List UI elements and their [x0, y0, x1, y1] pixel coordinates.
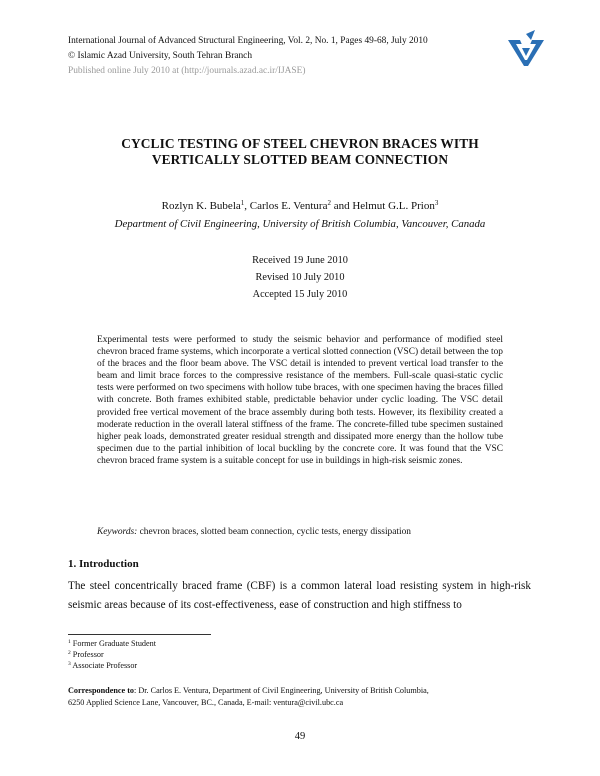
footnote-mark: 1 [240, 199, 245, 207]
footnote-number: 1 [68, 639, 71, 645]
footnote-divider [68, 634, 211, 635]
keywords-list: chevron braces, slotted beam connection, cyclic tests, energy dissipation [137, 527, 411, 537]
section-heading: 1. Introduction [68, 558, 139, 570]
keywords-label: Keywords: [97, 527, 138, 537]
footnote-mark: 3 [434, 199, 439, 207]
footnote-mark: 2 [327, 199, 331, 207]
footnote [68, 649, 156, 660]
footnotes [68, 638, 156, 671]
accepted-date: Accepted 15 July 2010 [252, 289, 348, 300]
keywords [97, 527, 503, 537]
author-conjunction: and [330, 200, 353, 212]
received-date: Received 19 June 2010 [252, 255, 348, 266]
introduction-text: The steel concentrically braced frame (CBF) is a common lateral load resisting system in high-risk seismic areas because of its cost-effectiveness, ease of construction and high stiffness to [68, 580, 531, 611]
journal-header [68, 34, 428, 79]
title-line-1: CYCLIC TESTING OF STEEL CHEVRON BRACES WITH [121, 136, 479, 151]
submission-dates [60, 252, 540, 303]
university-logo-icon [506, 28, 546, 72]
footnote-text: Former Graduate Student [70, 639, 157, 648]
title-line-2: VERTICALLY SLOTTED BEAM CONNECTION [151, 152, 449, 167]
footnote [68, 638, 156, 649]
correspondence-label: Correspondence to [68, 686, 135, 695]
footnote-text: Professor [70, 650, 104, 659]
author-separator: , [244, 200, 250, 212]
author-name: Helmut G.L. Prion [352, 200, 435, 212]
affiliation: Department of Civil Engineering, University of British Columbia, Vancouver, Canada [114, 218, 486, 230]
paper-title [60, 136, 540, 168]
correspondence [68, 685, 538, 709]
revised-date: Revised 10 July 2010 [255, 272, 345, 283]
footnote-number: 3 [68, 661, 71, 667]
correspondence-contact: 6250 Applied Science Lane, Vancouver, BC., Canada, E-mail: ventura@civil.ubc.ca [68, 698, 344, 707]
author-name: Rozlyn K. Bubela [161, 200, 241, 212]
correspondence-address: : Dr. Carlos E. Ventura, Department of Civil Engineering, University of British Columbia, [134, 686, 429, 695]
author-name: Carlos E. Ventura [249, 200, 328, 212]
author-list [60, 200, 540, 212]
footnote-number: 2 [68, 650, 71, 656]
publication-note: Published online July 2010 at (http://journals.azad.ac.ir/IJASE) [68, 66, 306, 76]
footnote-text: Associate Professor [70, 661, 138, 670]
copyright-line: © Islamic Azad University, South Tehran Branch [68, 51, 253, 61]
journal-citation: International Journal of Advanced Structural Engineering, Vol. 2, No. 1, Pages 49-68, July 2010 [68, 36, 428, 46]
abstract-text: Experimental tests were performed to study the seismic behavior and performance of modified steel chevron braced frame systems, which incorporate a vertical slotted connection (VSC) detail between the top of the braces and the floor beam above. The VSC detail is intended to prevent vertical load transfer to the beam and limit brace forces to the compressive resistance of the members. Full-scale quasi-static cyclic tests were performed on two specimens with hollow tube braces, with one specimen having the braces filled with concrete. Both frames exhibited stable, predictable behavior under cyclic loading. The VSC detail provided free vertical movement of the brace assembly during both tests. However, its flexibility created a moderate reduction in the overall lateral stiffness of the frame. The concrete-filled tube specimen sustained higher peak loads, demonstrated greater residual strength and dissipated more energy than the hollow tube specimen due to the partial inhibition of local buckling by the concrete core. It was found that the VSC chevron braced frame system is a suitable concept for use in buildings in high-risk seismic zones. [97, 335, 503, 466]
footnote [68, 660, 156, 671]
page-number: 49 [294, 731, 306, 742]
